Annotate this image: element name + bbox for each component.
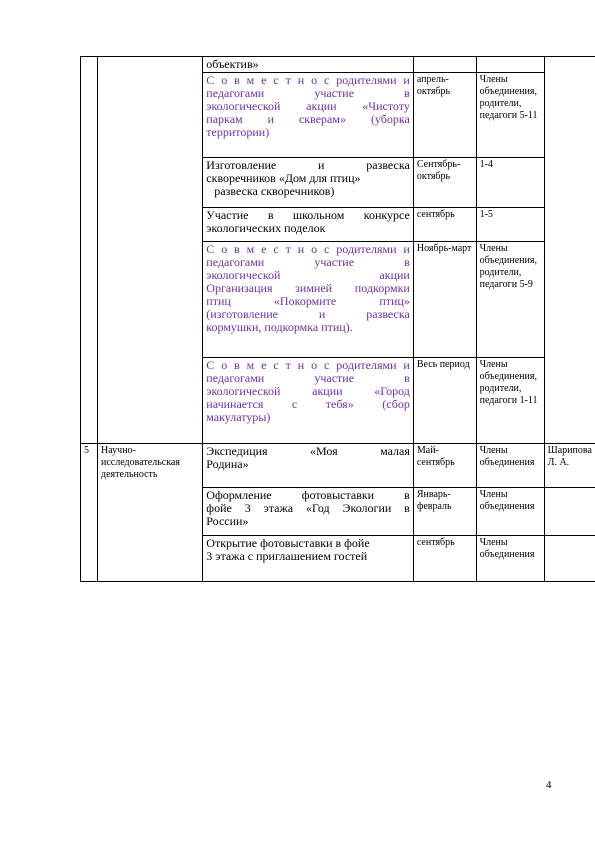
activity-line: России» (206, 514, 249, 528)
table-row (81, 57, 595, 73)
page-number: 4 (546, 779, 552, 791)
activity-line: педагогами участие в (206, 255, 410, 269)
activity-line: Изготовление и развеска (206, 158, 410, 172)
activity-line: (изготовление и развеска (206, 307, 410, 321)
activity-line: экологической акции «Город (206, 384, 410, 398)
activity-cell (203, 358, 414, 444)
participants-cell: Члены объединения (476, 444, 544, 488)
activity-line: Открытие фотовыставки в фойе (206, 536, 370, 550)
responsible-cell (544, 536, 595, 582)
participants-cell: 1-5 (476, 208, 544, 242)
activity-line: экологической акции (206, 268, 410, 282)
activity-plan-table (80, 56, 595, 582)
activity-cell (203, 208, 414, 242)
participants-cell (476, 57, 544, 73)
activity-cell (203, 73, 414, 158)
activity-line: С о в м е с т н о с родителями и (206, 73, 410, 87)
number-cell-empty (81, 57, 98, 444)
activity-line: птиц «Покормите птиц» (206, 294, 410, 308)
responsible-cell: Шарипова Л. А. (544, 444, 595, 488)
participants-cell: Члены объединения, родители, педагоги 5-9 (476, 242, 544, 358)
date-cell: Май-сентябрь (413, 444, 476, 488)
activity-line: скворечников «Дом для птиц» (206, 171, 361, 185)
date-cell: сентябрь (413, 208, 476, 242)
activity-line: Участие в школьном конкурсе (206, 208, 410, 222)
section-cell-empty (98, 57, 203, 444)
participants-cell: Члены объединения (476, 488, 544, 536)
activity-cell (203, 57, 414, 73)
date-cell: Ноябрь-март (413, 242, 476, 358)
participants-cell: 1-4 (476, 158, 544, 208)
activity-line: педагогами участие в (206, 371, 410, 385)
activity-line: объектив» (206, 57, 259, 71)
activity-line: фойе 3 этажа «Год Экологии в (206, 501, 410, 515)
activity-line: паркам и скверам» (уборка (206, 112, 410, 126)
date-cell: Весь период (413, 358, 476, 444)
activity-cell (203, 488, 414, 536)
activity-line: макулатуры) (206, 410, 271, 424)
activity-cell (203, 444, 414, 488)
table-row (81, 444, 595, 488)
activity-line: Экспедиция «Моя малая (206, 444, 410, 458)
date-cell: сентябрь (413, 536, 476, 582)
participants-cell: Члены объединения (476, 536, 544, 582)
responsible-cell (544, 488, 595, 536)
date-cell (413, 57, 476, 73)
activity-line: педагогами участие в (206, 86, 410, 100)
participants-cell: Члены объединения, родители, педагоги 1-11 (476, 358, 544, 444)
date-cell: Сентябрь-октябрь (413, 158, 476, 208)
activity-line: развеска скворечников) (214, 184, 335, 198)
activity-line: территории) (206, 125, 270, 139)
activity-cell (203, 158, 414, 208)
activity-line: Организация зимней подкормки (206, 281, 410, 295)
activity-line: экологических поделок (206, 221, 326, 235)
activity-cell (203, 536, 414, 582)
activity-line: Оформление фотовыставки в (206, 488, 410, 502)
activity-line: Родина» (206, 457, 249, 471)
activity-line: С о в м е с т н о с родителями и (206, 358, 410, 372)
activity-cell (203, 242, 414, 358)
participants-cell: Члены объединения, родители, педагоги 5-11 (476, 73, 544, 158)
activity-line: С о в м е с т н о с родителями и (206, 242, 410, 256)
activity-line: 3 этажа с приглашением гостей (206, 549, 368, 563)
row-number: 5 (81, 444, 98, 582)
section-title: Научно-исследовательская деятельность (98, 444, 203, 582)
activity-line: кормушки, подкормка птиц). (206, 320, 353, 334)
date-cell: апрель-октябрь (413, 73, 476, 158)
activity-line: начинается с тебя» (сбор (206, 397, 410, 411)
activity-line: экологической акции «Чистоту (206, 99, 410, 113)
responsible-cell (544, 57, 595, 444)
date-cell: Январь-февраль (413, 488, 476, 536)
